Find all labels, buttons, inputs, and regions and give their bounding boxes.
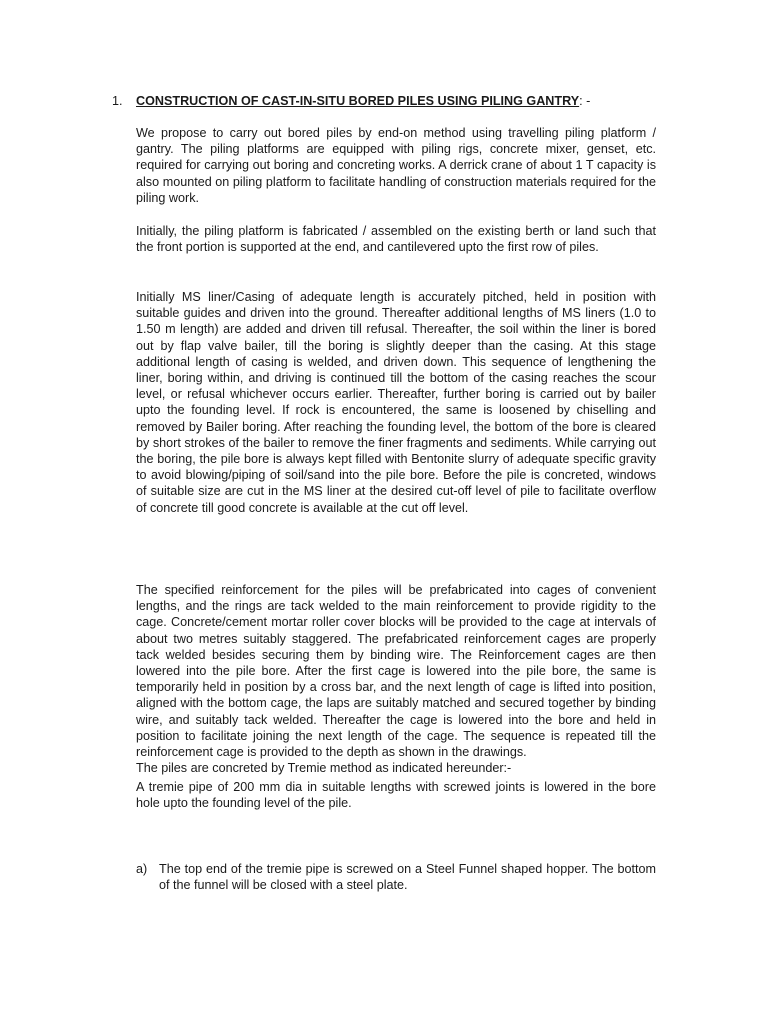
paragraph-platform: Initially, the piling platform is fabricated / assembled on the existing berth or land such that the front portion is supported at the end, and cantilevered upto the first row of piles. — [136, 224, 656, 255]
list-item — [136, 861, 656, 893]
list-item-text: The top end of the tremie pipe is screwed on a Steel Funnel shaped hopper. The bottom of the funnel will be closed with a steel plate. — [159, 862, 656, 893]
section-heading — [112, 93, 672, 109]
section-number: 1. — [112, 94, 123, 108]
paragraph-intro: We propose to carry out bored piles by end-on method using travelling piling platform / gantry. The piling platforms are equipped with piling rigs, concrete mixer, genset, etc. required for carrying out boring and concreting works. A derrick crane of about 1 T capacity is also mounted on piling platform to facilitate handling of construction materials required for the piling work. — [136, 126, 656, 205]
section-title-suffix: : - — [579, 94, 591, 108]
section-title: CONSTRUCTION OF CAST-IN-SITU BORED PILES USING PILING GANTRY — [136, 94, 580, 108]
paragraph-liner: Initially MS liner/Casing of adequate length is accurately pitched, held in position with suitable guides and driven into the ground. Thereafter additional lengths of MS liners (1.0 to 1.50 m length) are added and driven till refusal. Thereafter, the soil within the liner is bored out by flap valve bailer, till the boring is slightly deeper than the casing. At this stage additional length of casing is welded, and driven down. This sequence of lengthening the liner, boring within, and driving is continued till the bottom of the casing reaches the scour level, or refusal whichever occurs earlier. Thereafter, further boring is carried out by bailer upto the founding level. If rock is encountered, the same is loosened by chiselling and removed by Bailer boring. After reaching the founding level, the bottom of the bore is cleared by short strokes of the bailer to remove the finer fragments and sediments. While carrying out the boring, the pile bore is always kept filled with Bentonite slurry of adequate specific gravity to avoid blowing/piping of soil/sand into the pile bore. Before the pile is concreted, windows of suitable size are cut in the MS liner at the desired cut-off level of pile to facilitate overflow of concrete till good concrete is available at the cut off level. — [136, 290, 656, 515]
list-marker: a) — [136, 862, 148, 876]
paragraph-reinforcement: The specified reinforcement for the piles will be prefabricated into cages of convenient lengths, and the rings are tack welded to the main reinforcement to provide rigidity to the cage. Concrete/cement mortar roller cover blocks will be provided to the cage at intervals of about two metres suitably staggered. The prefabricated reinforcement cages are properly tack welded besides securing them by binding wire. The Reinforcement cages are then lowered into the pile bore. After the first cage is lowered into the pile bore, the same is temporarily held in position by a cross bar, and the next length of cage is lifted into position, aligned with the bottom cage, the laps are suitably matched and secured together by binding wire, and suitably tack welded. Thereafter the cage is lowered into the bore and held in position to facilitate joining the next length of the cage. The sequence is repeated till the reinforcement cage is provided to the depth as shown in the drawings. The piles are concreted by Tremie method as indicated hereunder:- — [136, 583, 656, 776]
paragraph-tremie: A tremie pipe of 200 mm dia in suitable lengths with screwed joints is lowered in the bore hole upto the founding level of the pile. — [136, 780, 656, 811]
